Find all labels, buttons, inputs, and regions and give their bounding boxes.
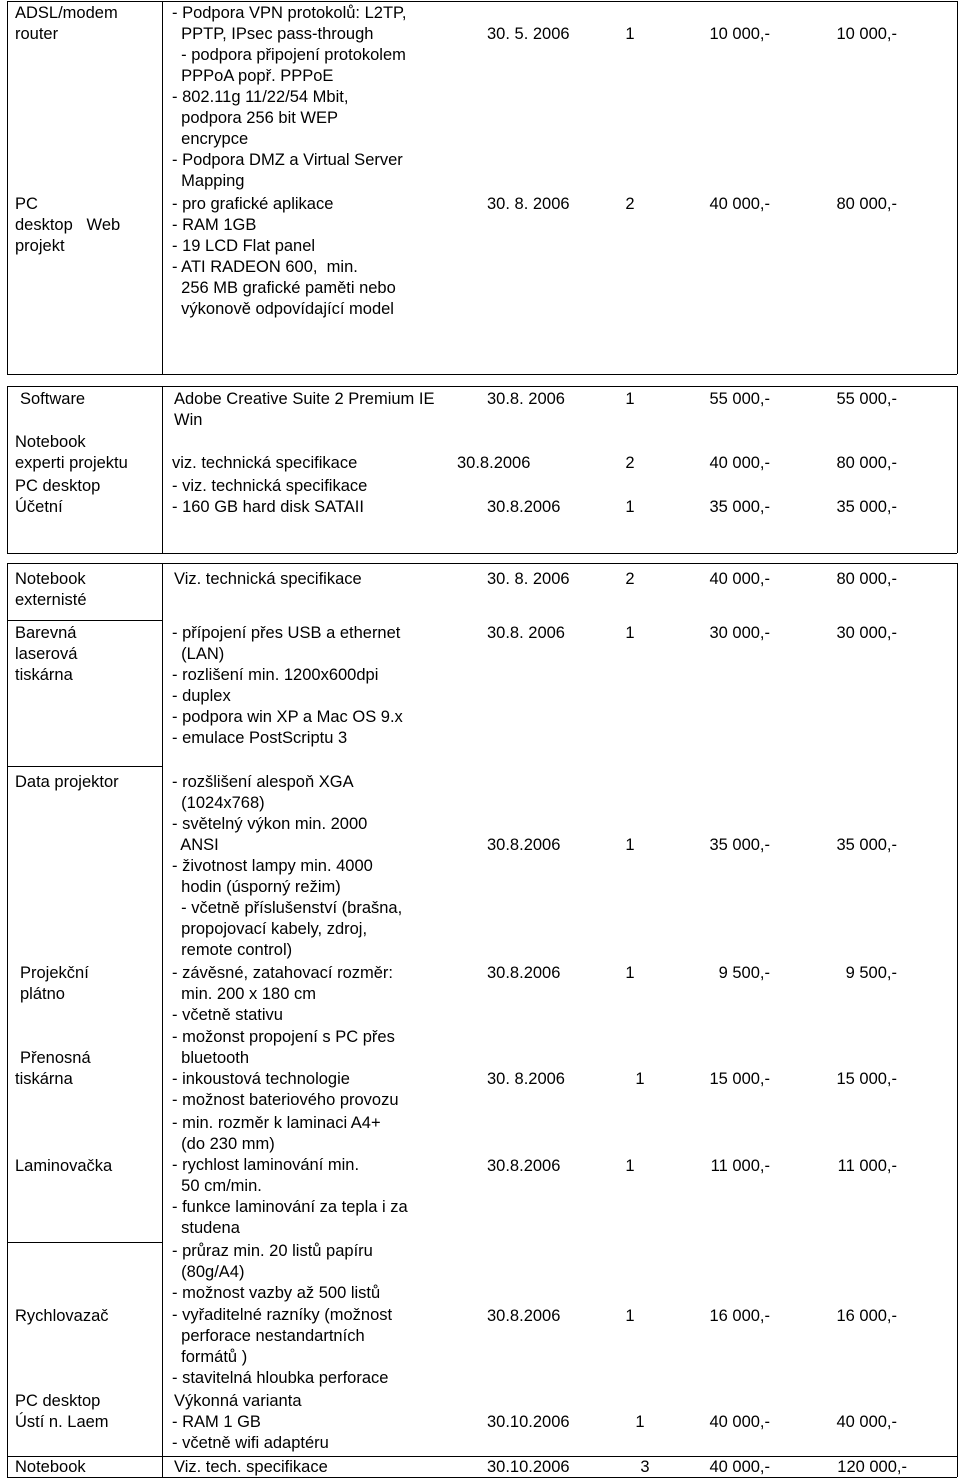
total-price: 10 000,-	[836, 25, 897, 43]
quantity: 2	[625, 195, 635, 213]
rule	[7, 1, 8, 374]
quantity: 2	[625, 454, 635, 472]
spec-line: - podpora připojení protokolem	[172, 46, 406, 64]
item-name: tiskárna	[15, 666, 73, 684]
item-name: PC desktop	[15, 477, 101, 495]
spec-line: - možnost vazby až 500 listů	[172, 1284, 381, 1302]
spec-line: Viz. tech. specifikace	[174, 1458, 328, 1476]
spec-line: propojovací kabely, zdroj,	[172, 920, 368, 938]
unit-price: 11 000,-	[710, 1157, 770, 1175]
quantity: 2	[625, 570, 635, 588]
spec-line: - RAM 1GB	[172, 216, 257, 234]
unit-price: 55 000,-	[709, 390, 770, 408]
rule	[7, 386, 957, 387]
spec-line: bluetooth	[172, 1049, 250, 1067]
spec-line: - Podpora VPN protokolů: L2TP,	[172, 4, 407, 22]
spec-line: - duplex	[172, 687, 231, 705]
item-name: externisté	[15, 591, 87, 609]
unit-price: 30 000,-	[709, 624, 770, 642]
item-name: Barevná	[15, 624, 77, 642]
spec-line: (do 230 mm)	[172, 1135, 275, 1153]
item-name: laserová	[15, 645, 78, 663]
spec-line: (1024x768)	[172, 794, 265, 812]
spec-line: - možonst propojení s PC přes	[172, 1028, 395, 1046]
quantity: 1	[625, 1157, 635, 1175]
spec-line: perforace nestandartních	[172, 1327, 365, 1345]
total-price: 35 000,-	[836, 836, 897, 854]
spec-line: 50 cm/min.	[172, 1177, 262, 1195]
item-name: Software	[20, 390, 86, 408]
spec-line: - min. rozměr k laminaci A4+	[172, 1114, 381, 1132]
item-name: PC desktop	[15, 1392, 101, 1410]
delivery-date: 30.8.2006	[487, 836, 561, 854]
item-name: PC	[15, 195, 38, 213]
spec-line: podpora 256 bit WEP	[172, 109, 339, 127]
quantity: 1	[625, 1307, 635, 1325]
item-name: router	[15, 25, 59, 43]
item-name: experti projektu	[15, 454, 128, 472]
rule	[7, 1242, 162, 1243]
spec-line: 256 MB grafické paměti nebo	[172, 279, 396, 297]
delivery-date: 30.8.2006	[487, 964, 561, 982]
spec-line: - 19 LCD Flat panel	[172, 237, 316, 255]
rule	[7, 766, 162, 767]
spec-line: min. 200 x 180 cm	[172, 985, 316, 1003]
spec-line: PPPoA popř. PPPoE	[172, 67, 334, 85]
quantity: 1	[625, 498, 635, 516]
unit-price: 40 000,-	[709, 454, 770, 472]
total-price: 80 000,-	[836, 454, 897, 472]
rule	[7, 620, 162, 621]
item-name: tiskárna	[15, 1070, 73, 1088]
total-price: 40 000,-	[836, 1413, 897, 1431]
spec-line: - inkoustová technologie	[172, 1070, 350, 1088]
item-name: Notebook	[15, 570, 86, 588]
spec-line: - vyřaditelné razníky (možnost	[172, 1306, 393, 1324]
total-price: 9 500,-	[845, 964, 897, 982]
total-price: 15 000,-	[836, 1070, 897, 1088]
unit-price: 40 000,-	[709, 195, 770, 213]
spec-line: - RAM 1 GB	[172, 1413, 261, 1431]
rule	[7, 563, 8, 1477]
total-price: 16 000,-	[836, 1307, 897, 1325]
spec-line: hodin (úsporný režim)	[172, 878, 341, 896]
spec-line: - rychlost laminování min.	[172, 1156, 360, 1174]
delivery-date: 30. 8. 2006	[487, 195, 570, 213]
quantity: 1	[625, 964, 635, 982]
total-price: 55 000,-	[836, 390, 897, 408]
rule	[7, 1, 957, 2]
spec-line: PPTP, IPsec pass-through	[172, 25, 374, 43]
rule	[7, 563, 957, 564]
item-name: Data projektor	[15, 773, 119, 791]
spec-line: - světelný výkon min. 2000	[172, 815, 368, 833]
spec-line: - včetně wifi adaptéru	[172, 1434, 329, 1452]
rule	[957, 1, 958, 374]
spec-line: - rozšlišení alespoň XGA	[172, 773, 354, 791]
delivery-date: 30. 8. 2006	[487, 570, 570, 588]
spec-line: Win	[174, 411, 203, 429]
delivery-date: 30. 5. 2006	[487, 25, 570, 43]
item-name: desktop Web	[15, 216, 121, 234]
total-price: 80 000,-	[836, 570, 897, 588]
total-price: 80 000,-	[836, 195, 897, 213]
delivery-date: 30.8.2006	[487, 498, 561, 516]
unit-price: 40 000,-	[709, 1413, 770, 1431]
spec-line: - možnost bateriového provozu	[172, 1091, 399, 1109]
quantity: 1	[625, 836, 635, 854]
rule	[7, 374, 957, 375]
spec-line: Viz. technická specifikace	[174, 570, 362, 588]
item-name: Projekční	[20, 964, 89, 982]
rule	[957, 386, 958, 553]
spec-line: viz. technická specifikace	[172, 454, 358, 472]
rule	[162, 386, 163, 553]
unit-price: 35 000,-	[709, 836, 770, 854]
unit-price: 15 000,-	[709, 1070, 770, 1088]
spec-line: - 802.11g 11/22/54 Mbit,	[172, 88, 349, 106]
spec-line: - Podpora DMZ a Virtual Server	[172, 151, 403, 169]
spec-line: (LAN)	[172, 645, 225, 663]
delivery-date: 30.8.2006	[487, 1307, 561, 1325]
spec-line: ANSI	[172, 836, 219, 854]
quantity: 1	[635, 1413, 645, 1431]
spec-line: studena	[172, 1219, 240, 1237]
spec-line: Adobe Creative Suite 2 Premium IE	[174, 390, 435, 408]
rule	[162, 563, 163, 1477]
rule	[7, 553, 957, 554]
spec-line: - rozlišení min. 1200x600dpi	[172, 666, 379, 684]
unit-price: 9 500,-	[718, 964, 770, 982]
spec-line: - pro grafické aplikace	[172, 195, 334, 213]
quantity: 3	[640, 1458, 650, 1476]
spec-line: - závěsné, zatahovací rozměr:	[172, 964, 394, 982]
delivery-date: 30.8. 2006	[487, 624, 565, 642]
delivery-date: 30. 8.2006	[487, 1070, 565, 1088]
item-name: Notebook	[15, 433, 86, 451]
item-name: Přenosná	[20, 1049, 91, 1067]
spec-line: Mapping	[172, 172, 245, 190]
spec-line: - průraz min. 20 listů papíru	[172, 1242, 373, 1260]
quantity: 1	[625, 624, 635, 642]
item-name: Účetní	[15, 498, 63, 516]
unit-price: 40 000,-	[709, 1458, 770, 1476]
delivery-date: 30.8.2006	[487, 1157, 561, 1175]
item-name: Rychlovazač	[15, 1307, 109, 1325]
spec-line: (80g/A4)	[172, 1263, 245, 1281]
quantity: 1	[635, 1070, 645, 1088]
spec-line: - životnost lampy min. 4000	[172, 857, 373, 875]
spec-line: - viz. technická specifikace	[172, 477, 368, 495]
total-price: 120 000,-	[837, 1458, 907, 1476]
spec-line: encrypce	[172, 130, 249, 148]
unit-price: 35 000,-	[709, 498, 770, 516]
spec-line: - ATI RADEON 600, min.	[172, 258, 358, 276]
quantity: 1	[625, 25, 635, 43]
item-name: Laminovačka	[15, 1157, 113, 1175]
spec-line: - včetně stativu	[172, 1006, 283, 1024]
item-name: Ústí n. Laem	[15, 1413, 109, 1431]
item-name: Notebook	[15, 1458, 86, 1476]
spec-line: výkonově odpovídající model	[172, 300, 394, 318]
item-name: plátno	[20, 985, 65, 1003]
spec-line: - funkce laminování za tepla i za	[172, 1198, 408, 1216]
total-price: 35 000,-	[836, 498, 897, 516]
delivery-date: 30.10.2006	[487, 1458, 570, 1476]
spec-line: - přípojení přes USB a ethernet	[172, 624, 401, 642]
item-name: ADSL/modem	[15, 4, 118, 22]
rule	[162, 1, 163, 374]
spec-line: - emulace PostScriptu 3	[172, 729, 348, 747]
unit-price: 16 000,-	[709, 1307, 770, 1325]
delivery-date: 30.8. 2006	[487, 390, 565, 408]
spec-line: - podpora win XP a Mac OS 9.x	[172, 708, 403, 726]
delivery-date: 30.10.2006	[487, 1413, 570, 1431]
unit-price: 40 000,-	[709, 570, 770, 588]
spec-line: Výkonná varianta	[174, 1392, 302, 1410]
spec-line: - včetně příslušenství (brašna,	[172, 899, 403, 917]
quantity: 1	[625, 390, 635, 408]
rule	[957, 563, 958, 1477]
total-price: 30 000,-	[836, 624, 897, 642]
delivery-date: 30.8.2006	[457, 454, 531, 472]
total-price: 11 000,-	[837, 1157, 897, 1175]
spec-line: - stavitelná hloubka perforace	[172, 1369, 389, 1387]
unit-price: 10 000,-	[709, 25, 770, 43]
spec-line: remote control)	[172, 941, 293, 959]
rule	[7, 386, 8, 553]
spec-line: - 160 GB hard disk SATAII	[172, 498, 364, 516]
item-name: projekt	[15, 237, 65, 255]
spec-line: formátů )	[172, 1348, 248, 1366]
